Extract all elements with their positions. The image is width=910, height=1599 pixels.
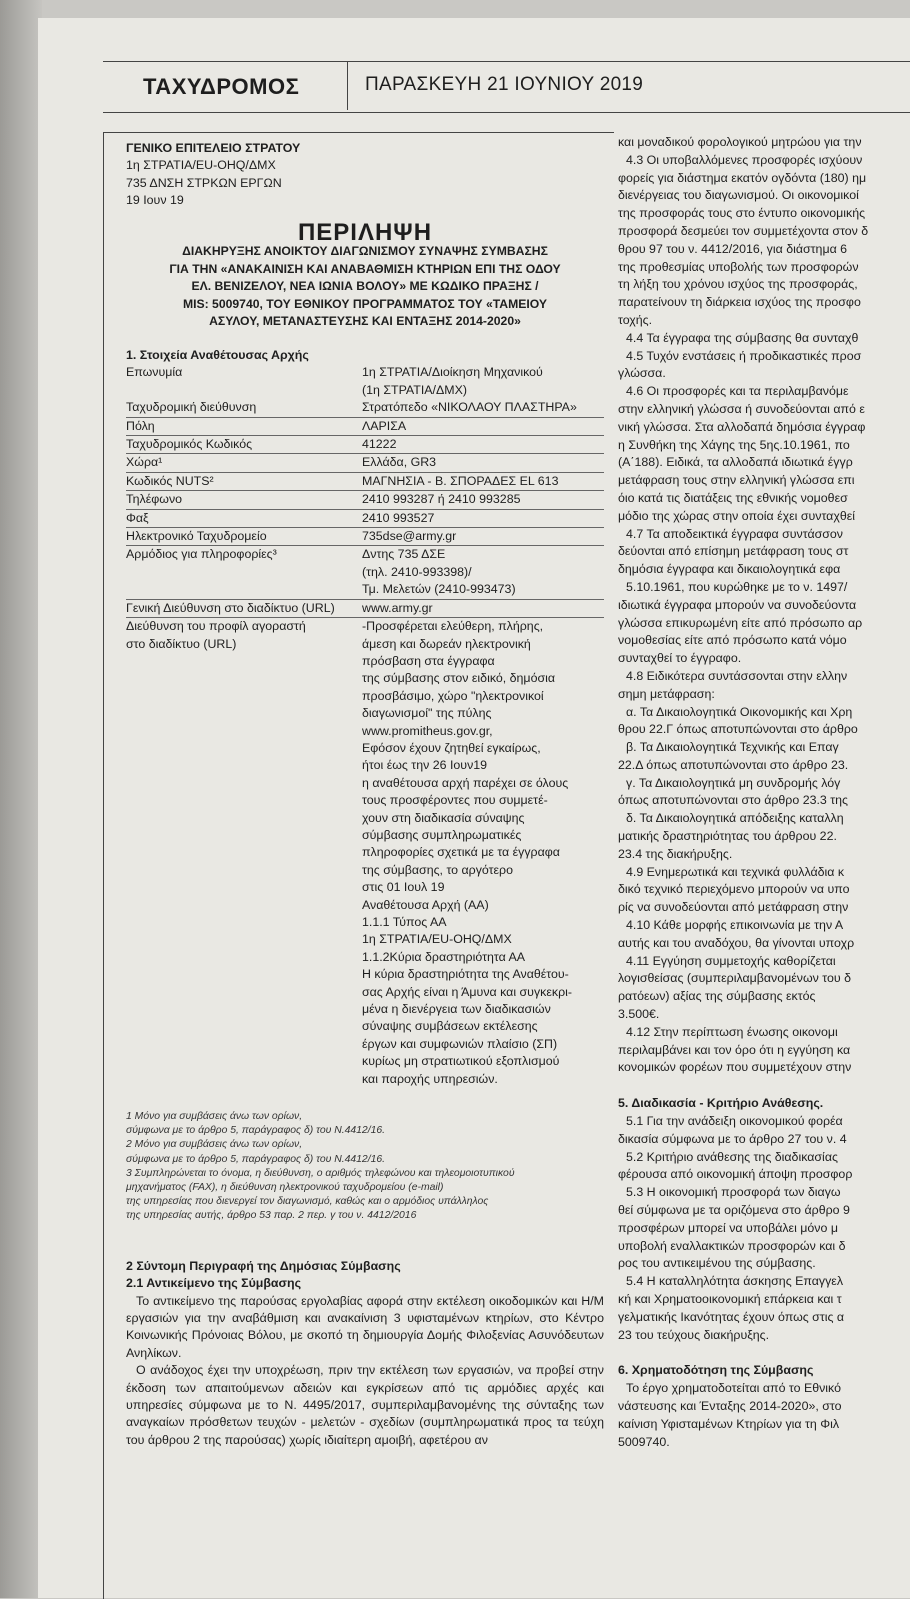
footnote-line: σύμφωνα με το άρθρο 5, παράγραφος δ) του Ν.4412/16. — [126, 1125, 386, 1137]
right-column-line: γλώσσα. — [618, 366, 666, 381]
right-column-line: 5.4 Η καταλληλότητα άσκησης Επαγγελ — [626, 1274, 844, 1289]
right-column-line: α. Τα Δικαιολογητικά Οικονομικής και Χρη — [626, 704, 853, 719]
field-label: Διεύθυνση του προφίλ αγοραστή στο διαδίκτυο (URL) — [126, 619, 306, 651]
org-line: ΓΕΝΙΚΟ ΕΠΙΤΕΛΕΙΟ ΣΤΡΑΤΟΥ — [126, 141, 301, 155]
right-column-line: 4.4 Τα έγγραφα της σύμβασης θα συνταχθ — [626, 330, 859, 345]
spacer — [618, 1077, 910, 1095]
field-row — [126, 436, 604, 454]
field-value: Στρατόπεδο «ΝΙΚΟΛΑΟΥ ΠΛΑΣΤΗΡΑ» — [362, 399, 604, 417]
right-column-line: ρατόεων) αξίας της σύμβασης εκτός — [618, 989, 816, 1004]
org-line: 19 Ιουν 19 — [126, 193, 184, 208]
field-label: Γενική Διεύθυνση στο διαδίκτυο (URL) — [126, 600, 362, 618]
right-column-line: παρατείνουν τη διάρκεια ισχύος της προσφο — [618, 295, 861, 310]
right-column-line: αυτής και του αναδόχου, θα γίνονται υποχρ — [618, 935, 855, 950]
field-value: ΛΑΡΙΣΑ — [362, 418, 604, 436]
right-column-line: της προσφοράς τους στο έντυπο οικονομικής — [618, 206, 866, 221]
right-column-line: ρίς να συνοδεύονται από μετάφραση στην — [618, 900, 849, 915]
subtitle-line: MIS: 5009740, ΤΟΥ ΕΘΝΙΚΟΥ ΠΡΟΓΡΑΜΜΑΤΟΣ ΤΟΥ «ΤΑΜΕΙΟΥ — [182, 296, 548, 311]
field-label: Τηλέφωνο — [126, 491, 362, 509]
field-value: Ελλάδα, GR3 — [362, 454, 604, 472]
field-label: Αρμόδιος για πληροφορίες³ — [126, 546, 362, 599]
right-column-line: δημόσια έγγραφα και δικαιολογητικά εφα — [618, 562, 841, 577]
right-column-line: 3.500€. — [618, 1007, 660, 1022]
right-column-line: β. Τα Δικαιολογητικά Τεχνικής και Επαγ — [626, 740, 839, 755]
publication-name: ΤΑΧΥΔΡΟΜΟΣ — [143, 74, 300, 99]
right-column-line: της προθεσμίας υποβολής των προσφορών — [618, 259, 859, 274]
field-value: 2410 993527 — [362, 510, 604, 528]
field-label: Επωνυμία — [126, 365, 183, 380]
right-column-line: προσφέρων μπορεί να υποβάλει μόνο μ — [618, 1220, 838, 1235]
right-column-line: δ. Τα Δικαιολογητικά απόδειξης καταλλη — [626, 811, 844, 826]
right-column-line: 4.9 Ενημερωτικά και τεχνικά φυλλάδια κ — [626, 864, 845, 879]
paper-fold-shadow — [0, 0, 42, 1598]
field-label: Ταχυδρομική διεύθυνση — [126, 399, 362, 417]
footnotes — [126, 1110, 604, 1224]
section2-heading: 2 Σύντομη Περιγραφή της Δημόσιας Σύμβασης — [126, 1258, 401, 1273]
right-column-line: κονομικών φορέων που συμμετέχουν στην — [618, 1060, 852, 1075]
right-column-line: 5.1 Για την ανάδειξη οικονομικού φορέα — [626, 1114, 843, 1129]
field-label: Ηλεκτρονικό Ταχυδρομείο — [126, 528, 362, 546]
field-value: Δντης 735 ΔΣΕ (τηλ. 2410-993398)/ Τμ. Μελετών (2410-993473) — [362, 546, 604, 599]
right-column-line: καίνιση Υφισταμένων Κτηρίων για τη Φιλ — [618, 1416, 840, 1431]
notice-subtitle — [126, 243, 604, 331]
footnote-line: της υπηρεσίας αυτής, άρθρο 53 παρ. 2 περ. γ του ν. 4412/2016 — [126, 1210, 417, 1222]
right-column-line: 5009740. — [618, 1434, 670, 1449]
field-row — [126, 473, 604, 491]
right-column-line: λογισθείσας (συμπεριλαμβανομένων του δ — [618, 971, 852, 986]
right-column-line: θεί σύμφωνα με τα οριζόμενα στο άρθρο 9 — [618, 1203, 850, 1218]
right-column-line: δικασία σύμφωνα με το άρθρο 27 του ν. 4 — [618, 1131, 847, 1146]
field-row — [126, 510, 604, 528]
right-column-line: προσφορά δεσμεύει τον συμμετέχοντα στον δ — [618, 223, 869, 238]
right-column-line: μετάφραση τους στην ελληνική γλώσσα επι — [618, 473, 855, 488]
right-column-line: (Α΄188). Ειδικά, τα αλλοδαπά ιδιωτικά έγγρ — [618, 455, 853, 470]
right-column-line: ρος του αντικειμένου της σύμβασης. — [618, 1256, 816, 1271]
field-row — [126, 618, 604, 1088]
right-column-line: 4.10 Κάθε μορφής επικοινωνία με την Α — [626, 918, 844, 933]
section21-paragraph: Το αντικείμενο της παρούσας εργολαβίας αφορά στην εκτέλεση οικοδομικών και Η/Μ εργασιών για την αναβάθμιση και ανακαίνιση 3 υφισταμένων κτηρίων, στο Κέντρο Κοινωνικής Πρόνοιας Βόλου, με σκοπό τη δημιουργία Δομής Φιλοξενίας Ασυνόδευτων Ανηλίκων. — [126, 1293, 604, 1360]
field-value: 41222 — [362, 436, 604, 454]
field-value: -Προσφέρεται ελεύθερη, πλήρης, άμεση και δωρεάν ηλεκτρονική πρόσβαση στα έγγραφα της σύμβασης στον ειδικό, δημόσια προσβάσιμο, χώρο "ηλεκτρονικοί διαγωνισμοί" της πύλης www.promitheus.gov.gr, Εφόσον έχουν ζητηθεί εγκαίρως, ήτοι έως την 26 Ιουν19 η αναθέτουσα αρχή παρέχει σε όλους τους προσφέροντες που συμμετέ- χουν στη διαδικασία σύναψης σύμβασης συμπληρωματικές πληροφορίες σχετικά με τα έγγραφα της σύμβασης, το αργότερο στις 01 Ιουλ 19 Αναθέτουσα Αρχή (ΑΑ) 1.1.1 Τύπος ΑΑ 1η ΣΤΡΑΤΙΑ/EU-OHQ/ΔΜΧ 1.1.2Κύρια δραστηριότητα ΑΑ Η κύρια δραστηριότητα της Αναθέτου- σας Αρχής είναι η Άμυνα και συγκεκρι- μένα η διενέργεια των διαδικασιών σύναψης συμβάσεων εκτέλεσης έργων και συμφωνιών πλαίσιο (ΣΠ) κυρίως μη στρατιωτικού εξοπλισμού και παροχής υπηρεσιών. — [362, 619, 572, 1086]
notice-left-column — [126, 140, 604, 1449]
right-column-line: φορείς για διάστημα εκατόν ογδόντα (180) ημ — [618, 170, 867, 185]
footnote-line: μηχανήματος (FAX), η διεύθυνση ηλεκτρονικού ταχυδρομείου (e-mail) — [126, 1182, 444, 1194]
notice-right-column — [618, 134, 910, 1598]
right-column-line: διενέργειας του διαγωνισμού. Οι οικονομικοί — [618, 188, 859, 203]
right-column-line: φέρουσα από οικονομική άποψη προσφορ — [618, 1167, 853, 1182]
right-column-line: δικό τεχνικό περιεχόμενο μπορούν να υπο — [618, 882, 850, 897]
subtitle-line: ΓΙΑ ΤΗΝ «ΑΝΑΚΑΙΝΙΣΗ ΚΑΙ ΑΝΑΒΑΘΜΙΣΗ ΚΤΗΡΙΩΝ ΕΠΙ ΤΗΣ ΟΔΟΥ — [169, 261, 561, 276]
right-column-line: δεύονται από επίσημη μετάφραση τους στ — [618, 544, 849, 559]
notice-title: ΠΕΡΙΛΗΨΗ — [297, 218, 433, 246]
right-column-line: 23 του τεύχους διακήρυξης. — [618, 1327, 770, 1342]
field-label: Κωδικός NUTS² — [126, 473, 362, 491]
field-row — [126, 418, 604, 436]
section1-heading: 1. Στοιχεία Αναθέτουσας Αρχής — [126, 348, 309, 362]
field-value: ΜΑΓΝΗΣΙΑ - Β. ΣΠΟΡΑΔΕΣ EL 613 — [362, 473, 604, 491]
right-column-line: 22.Δ όπως αποτυπώνονται στο άρθρο 23. — [618, 757, 849, 772]
right-column-line: και μοναδικού φορολογικού μητρώου για την — [618, 135, 862, 149]
org-line: 1η ΣΤΡΑΤΙΑ/EU-OHQ/ΔΜΧ — [126, 158, 276, 173]
right-column-line: Το έργο χρηματοδοτείται από το Εθνικό — [626, 1381, 841, 1396]
right-column-line: μόδιο της χώρας στην οποία έχει συνταχθεί — [618, 508, 856, 523]
section21-paragraph: Ο ανάδοχος έχει την υποχρέωση, πριν την εκτέλεση των εργασιών, να προβεί στην έκδοση των απαιτούμενων αδειών και εγκρίσεων από τις αρμόδιες αρχές και υπηρεσίες σύμφωνα με το Ν. 4495/2017, συμπεριλαμβανομένης της σύνταξης των αναγκαίων πρόσθετων τευχών - μελετών - σχεδίων (συμπληρωματικά προς τα τεύχη του άρθρου 2 της παρούσας) χωρίς ιδιαίτερη αμοιβή, αφετέρου αν — [126, 1363, 604, 1447]
right-column-line: τη λήξη του χρόνου ισχύος της προσφοράς, — [618, 277, 858, 292]
right-column-line: 6. Χρηματοδότηση της Σύμβασης — [618, 1363, 814, 1378]
right-column-line: κή και Χρηματοοικονομική επάρκεια και τ — [618, 1292, 842, 1306]
publication-date: ΠΑΡΑΣΚΕΥΗ 21 ΙΟΥΝΙΟΥ 2019 — [365, 74, 644, 95]
subtitle-line: ΕΛ. ΒΕΝΙΖΕΛΟΥ, ΝΕΑ ΙΩΝΙΑ ΒΟΛΟΥ» ΜΕ ΚΩΔΙΚΟ ΠΡΑΞΗΣ / — [191, 279, 539, 294]
field-row — [126, 454, 604, 472]
right-column-line: 5. Διαδικασία - Κριτήριο Ανάθεσης. — [618, 1096, 824, 1111]
field-row — [126, 364, 604, 399]
right-column-line: περιλαμβάνει και τον όρο ότι η εγγύηση κα — [618, 1042, 851, 1057]
right-column-line: τοχής. — [618, 312, 653, 327]
field-label: Φαξ — [126, 510, 362, 528]
section21-heading: 2.1 Αντικείμενο της Σύμβασης — [126, 1276, 302, 1291]
right-column-line: σημη μετάφραση: — [618, 686, 715, 701]
field-row — [126, 546, 604, 599]
right-column-line: 4.11 Εγγύηση συμμετοχής καθορίζεται — [626, 953, 836, 968]
field-row — [126, 600, 604, 618]
right-column-line: γλώσσα επικυρωμένη είτε από πρόσωπο αρ — [618, 615, 863, 630]
footnote-line: 1 Μόνο για συμβάσεις άνω των ορίων, — [126, 1111, 303, 1123]
right-column-line: 4.3 Οι υποβαλλόμενες προσφορές ισχύουν — [626, 152, 863, 167]
header-divider — [347, 62, 348, 110]
footnote-line: σύμφωνα με το άρθρο 5, παράγραφος δ) του Ν.4412/16. — [126, 1153, 386, 1165]
field-value: www.army.gr — [362, 600, 604, 618]
right-column-line: 4.8 Ειδικότερα συντάσσονται στην ελλην — [626, 668, 848, 683]
field-label: Ταχυδρομικός Κωδικός — [126, 436, 362, 454]
right-column-line: η Συνθήκη της Χάγης της 5ης.10.1961, πο — [618, 437, 850, 452]
spacer — [618, 1344, 910, 1362]
footnote-line: 3 Συμπληρώνεται το όνομα, η διεύθυνση, ο αριθμός τηλεφώνου και τηλεομοιοτυπικού — [126, 1167, 515, 1179]
right-column-line: 5.3 Η οικονομική προσφορά των διαγω — [626, 1185, 841, 1200]
contracting-authority-table — [126, 364, 604, 1088]
right-column-line: νομοθεσίας είτε από πρόσωπο κατά νόμο — [618, 633, 847, 648]
field-row — [126, 399, 604, 417]
field-label: Χώρα¹ — [126, 454, 362, 472]
right-column-line: 5.10.1961, που κυρώθηκε με το ν. 1497/ — [626, 579, 848, 594]
right-column-line: ματικής δραστηριότητας του άρθρου 22. — [618, 829, 837, 844]
right-column-line: υποβολή εναλλακτικών προσφορών και δ — [618, 1238, 846, 1253]
field-value: 735dse@army.gr — [362, 528, 604, 546]
right-column-line: ιδιωτικά έγγραφα μπορούν να συνοδεύοντα — [618, 597, 857, 612]
field-value: 2410 993287 ή 2410 993285 — [362, 491, 604, 509]
field-row — [126, 491, 604, 509]
right-column-line: γελματικής Ικανότητας έχουν όπως στις α — [618, 1309, 845, 1324]
subtitle-line: ΑΣΥΛΟΥ, ΜΕΤΑΝΑΣΤΕΥΣΗΣ ΚΑΙ ΕΝΤΑΞΗΣ 2014-2020» — [209, 314, 521, 329]
right-column-line: θρου 22.Γ όπως αποτυπώνονται στο άρθρο — [618, 722, 858, 737]
right-column-line: θρου 97 του ν. 4412/2016, για διάστημα 6 — [618, 241, 848, 256]
right-column-line: 4.7 Τα αποδεικτικά έγγραφα συντάσσον — [626, 526, 843, 541]
footnote-line: της υπηρεσίας που διενεργεί τον διαγωνισμό, καθώς και ο αρμόδιος υπάλληλος — [126, 1196, 489, 1208]
right-column-line: νάστευσης και Ένταξης 2014-2020», στο — [618, 1398, 842, 1413]
right-column-line: 5.2 Κριτήριο ανάθεσης της διαδικασίας — [626, 1149, 838, 1164]
right-column-line: όιο κατά τις διατάξεις της εθνικής νομοθεσ — [618, 490, 848, 505]
right-column-line: 4.5 Τυχόν ενστάσεις ή προδικαστικές προσ — [626, 348, 862, 363]
right-column-line: 4.6 Οι προσφορές και τα περιλαμβανόμε — [626, 384, 849, 399]
field-value: 1η ΣΤΡΑΤΙΑ/Διοίκηση Μηχανικού (1η ΣΤΡΑΤΙΑ/ΔΜΧ) — [362, 365, 543, 397]
right-column-line: στην ελληνική γλώσσα ή συνοδεύονται από ε — [618, 401, 865, 416]
right-column-line: 23.4 της διακήρυξης. — [618, 846, 733, 861]
newspaper-header — [103, 61, 910, 113]
right-column-line: 4.12 Στην περίπτωση ένωσης οικονομι — [626, 1024, 838, 1039]
right-column-line: συνταχθεί το έγγραφο. — [618, 651, 742, 666]
right-column-line: γ. Τα Δικαιολογητικά μη συνδρομής λόγ — [626, 775, 841, 790]
right-column-line: νική γλώσσα. Στα αλλοδαπά δημόσια έγγραφ — [618, 419, 866, 434]
subtitle-line: ΔΙΑΚΗΡΥΞΗΣ ΑΝΟΙΚΤΟΥ ΔΙΑΓΩΝΙΣΜΟΥ ΣΥΝΑΨΗΣ ΣΥΜΒΑΣΗΣ — [182, 244, 548, 259]
field-row — [126, 528, 604, 546]
field-label: Πόλη — [126, 418, 362, 436]
right-column-line: όπως αποτυπώνονται στο άρθρο 23.3 της — [618, 793, 849, 808]
footnote-line: 2 Μόνο για συμβάσεις άνω των ορίων, — [126, 1139, 303, 1151]
org-line: 735 ΔΝΣΗ ΣΤΡΚΩΝ ΕΡΓΩΝ — [126, 175, 282, 190]
